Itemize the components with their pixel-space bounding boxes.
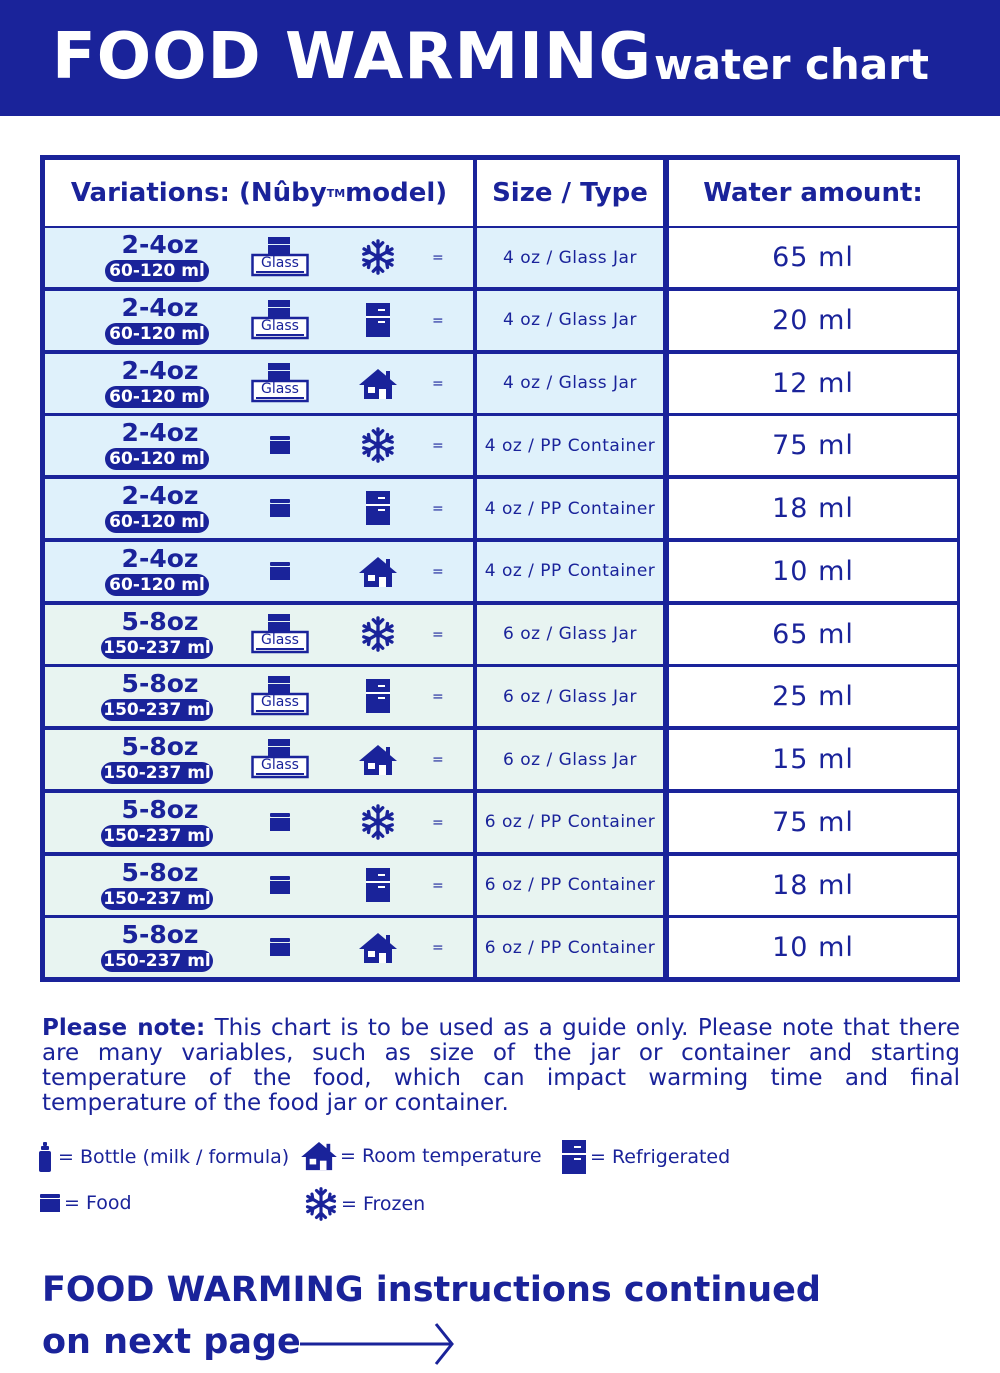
size-type-cell: 6 oz / Glass Jar: [477, 730, 663, 789]
glass-label: Glass: [261, 317, 299, 334]
food-icon: [268, 435, 292, 455]
table-row: [40, 416, 960, 475]
food-icon: [268, 812, 292, 832]
size-oz: 2-4oz: [121, 230, 199, 259]
table-row: [40, 918, 960, 977]
size-ml-badge: 150-237 ml: [101, 888, 213, 910]
header-variations: [45, 160, 473, 226]
equals-sign: =: [432, 626, 444, 643]
size-oz: 2-4oz: [121, 481, 199, 510]
variation-cell: [45, 730, 473, 789]
equals-sign: =: [432, 940, 444, 957]
equals-sign: =: [432, 375, 444, 392]
size-ml-badge: 150-237 ml: [101, 950, 213, 972]
variation-cell: [45, 542, 473, 601]
size-ml-badge: 60-120 ml: [105, 574, 209, 596]
title-sub: water chart: [654, 40, 929, 89]
table-row: [40, 667, 960, 726]
equals-sign: =: [432, 501, 444, 517]
table-row: [40, 291, 960, 350]
title-main: FOOD WARMING: [52, 20, 653, 94]
equals-sign: =: [432, 250, 444, 266]
size-type-cell: 4 oz / Glass Jar: [477, 354, 663, 413]
size-type-cell: 4 oz / PP Container: [477, 542, 663, 601]
water-amount-cell: 18 ml: [669, 856, 957, 915]
snowflake-icon: [303, 1186, 339, 1222]
glass-label: Glass: [261, 631, 299, 648]
variation-cell: [45, 793, 473, 852]
water-amount-cell: 75 ml: [669, 793, 957, 852]
note-label: Please note:: [42, 1015, 206, 1041]
header-variations-label: Variations: (Nûby: [70, 178, 327, 208]
bottle-icon: [38, 1142, 52, 1172]
glass-label: Glass: [261, 694, 299, 711]
water-amount-cell: 12 ml: [669, 354, 957, 413]
legend-room-temperature: [300, 1141, 542, 1171]
water-amount-cell: 20 ml: [669, 291, 957, 350]
food-icon: [268, 498, 292, 518]
size-type-cell: 6 oz / Glass Jar: [477, 605, 663, 664]
size-oz: 5-8oz: [121, 920, 199, 950]
arrow-right-icon: [300, 1322, 460, 1368]
table-row: [40, 793, 960, 852]
variation-cell: [45, 918, 473, 977]
please-note: [42, 1016, 960, 1116]
size-ml-badge: 150-237 ml: [101, 699, 213, 721]
fridge-icon: [562, 1140, 586, 1174]
house-icon: [358, 556, 398, 588]
water-amount-cell: 65 ml: [669, 228, 957, 287]
water-amount-cell: 10 ml: [669, 918, 957, 977]
glass-jar-icon: [251, 613, 309, 655]
note-text: This chart is to be used as a guide only. Please note that there are many variables, such as size of the jar or container and starting temperature of the food, which can impact warming time and final temperature of the food jar or container.: [42, 1015, 960, 1116]
snowflake-icon: [359, 615, 397, 653]
size-ml-badge: 150-237 ml: [101, 825, 213, 847]
legend-food: [38, 1192, 132, 1214]
table-row: [40, 479, 960, 538]
fridge-icon: [366, 491, 390, 525]
size-oz: 5-8oz: [121, 606, 199, 636]
glass-jar-icon: [251, 362, 309, 404]
legend-refrigerated: [562, 1140, 730, 1174]
table-row: [40, 856, 960, 915]
equals-sign: =: [432, 752, 444, 768]
size-ml-badge: 150-237 ml: [101, 637, 213, 659]
water-amount-cell: 15 ml: [669, 730, 957, 789]
legend-food-label: = Food: [64, 1192, 132, 1214]
equals-sign: =: [432, 814, 444, 831]
equals-sign: =: [432, 689, 444, 706]
food-icon: [268, 561, 292, 581]
size-oz: 2-4oz: [121, 543, 199, 573]
size-ml-badge: 60-120 ml: [105, 511, 209, 533]
water-amount-cell: 25 ml: [669, 667, 957, 726]
table-row: [40, 228, 960, 287]
size-type-cell: 4 oz / Glass Jar: [477, 291, 663, 350]
fridge-icon: [366, 679, 390, 713]
size-oz: 2-4oz: [121, 292, 199, 322]
food-icon: [38, 1193, 62, 1213]
legend-frozen-label: = Frozen: [341, 1193, 426, 1215]
footer-line-1: FOOD WARMING instructions continued: [42, 1270, 821, 1310]
size-ml-badge: 60-120 ml: [105, 386, 209, 408]
house-icon: [358, 744, 398, 776]
snowflake-icon: [359, 238, 397, 276]
size-oz: 5-8oz: [121, 794, 199, 824]
size-ml-badge: 60-120 ml: [105, 260, 209, 282]
variation-cell: [45, 416, 473, 475]
glass-jar-icon: [251, 675, 309, 717]
title-banner: [0, 0, 1000, 116]
table-row: [40, 354, 960, 413]
footer-line-2-text: on next page: [42, 1322, 301, 1362]
header-size-type: Size / Type: [477, 160, 663, 226]
house-icon: [300, 1141, 338, 1171]
water-amount-cell: 18 ml: [669, 479, 957, 538]
water-chart-table: [40, 155, 960, 982]
variation-cell: [45, 291, 473, 350]
snowflake-icon: [359, 803, 397, 841]
trademark-mark: TM: [326, 186, 346, 200]
equals-sign: =: [432, 438, 444, 455]
header-water-amount: Water amount:: [669, 160, 957, 226]
variation-cell: [45, 354, 473, 413]
size-oz: 5-8oz: [121, 857, 199, 887]
glass-label: Glass: [261, 380, 299, 397]
glass-jar-icon: [251, 738, 309, 780]
variation-cell: [45, 605, 473, 664]
size-type-cell: 6 oz / Glass Jar: [477, 667, 663, 726]
water-amount-cell: 65 ml: [669, 605, 957, 664]
food-icon: [268, 875, 292, 895]
glass-jar-icon: [251, 299, 309, 341]
variation-cell: [45, 856, 473, 915]
size-type-cell: 6 oz / PP Container: [477, 918, 663, 977]
glass-label: Glass: [261, 757, 299, 773]
water-amount-cell: 75 ml: [669, 416, 957, 475]
size-ml-badge: 60-120 ml: [105, 323, 209, 345]
glass-jar-icon: [251, 236, 309, 278]
equals-sign: =: [432, 563, 444, 580]
equals-sign: =: [432, 877, 444, 894]
size-oz: 5-8oz: [121, 669, 199, 699]
size-oz: 2-4oz: [121, 418, 199, 448]
variation-cell: [45, 228, 473, 287]
size-oz: 2-4oz: [121, 355, 199, 385]
size-type-cell: 4 oz / PP Container: [477, 416, 663, 475]
water-amount-cell: 10 ml: [669, 542, 957, 601]
glass-label: Glass: [261, 255, 299, 271]
legend-bottle-label: = Bottle (milk / formula): [58, 1146, 290, 1168]
legend-bottle: [38, 1142, 289, 1172]
table-row: [40, 605, 960, 664]
size-ml-badge: 150-237 ml: [101, 762, 213, 784]
legend-room-label: = Room temperature: [340, 1145, 542, 1167]
snowflake-icon: [359, 426, 397, 464]
house-icon: [358, 932, 398, 964]
header-variations-model: model): [345, 178, 448, 208]
variation-cell: [45, 479, 473, 538]
food-icon: [268, 937, 292, 957]
legend-frozen: [303, 1186, 425, 1222]
size-type-cell: 6 oz / PP Container: [477, 856, 663, 915]
table-row: [40, 542, 960, 601]
table-row: [40, 730, 960, 789]
fridge-icon: [366, 868, 390, 902]
size-type-cell: 4 oz / Glass Jar: [477, 228, 663, 287]
footer-line-2: [42, 1322, 301, 1362]
size-type-cell: 6 oz / PP Container: [477, 793, 663, 852]
size-type-cell: 4 oz / PP Container: [477, 479, 663, 538]
legend-refrigerated-label: = Refrigerated: [590, 1146, 731, 1168]
house-icon: [358, 368, 398, 400]
size-oz: 5-8oz: [121, 732, 199, 761]
equals-sign: =: [432, 312, 444, 329]
size-ml-badge: 60-120 ml: [105, 448, 209, 470]
variation-cell: [45, 667, 473, 726]
fridge-icon: [366, 303, 390, 337]
